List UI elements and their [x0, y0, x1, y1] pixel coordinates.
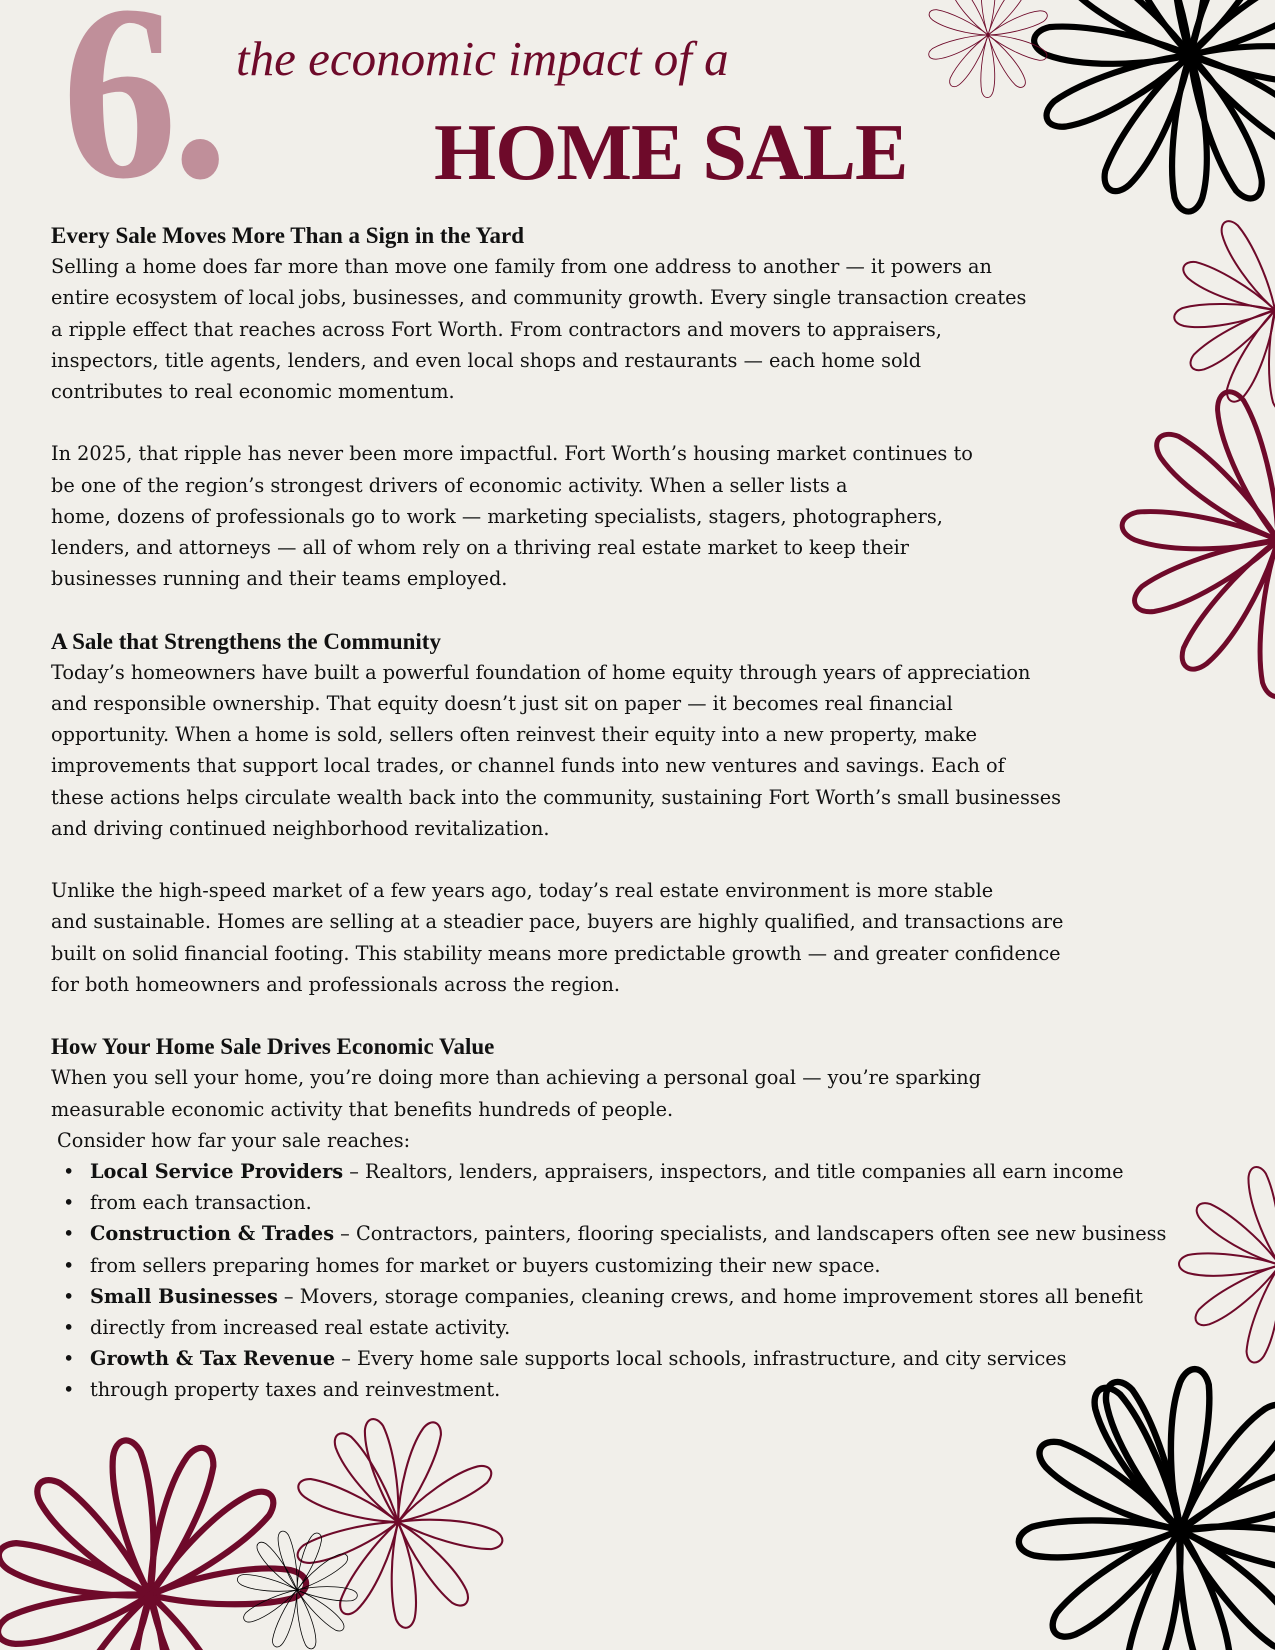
- spacer: [51, 1000, 1211, 1031]
- flower-bottom-left-burgundy: [0, 1438, 308, 1650]
- text-line: opportunity. When a home is sold, sellers often reinvest their equity into a new property, make: [51, 723, 978, 747]
- list-item-text: – Movers, storage companies, cleaning crews, and home improvement stores all benefit: [277, 1284, 1143, 1308]
- paragraph: [51, 1062, 1211, 1124]
- text-line: entire ecosystem of local jobs, businesses, and community growth. Every single transaction creates: [51, 286, 1027, 310]
- spacer: [51, 594, 1211, 625]
- text-line: for both homeowners and professionals across the region.: [51, 972, 621, 996]
- text-line: Unlike the high-speed market of a few years ago, today’s real estate environment is more stable: [51, 879, 994, 903]
- list-item-text: – Every home sale supports local schools, infrastructure, and city services: [335, 1347, 1067, 1371]
- list-item: [51, 1343, 1211, 1374]
- list-item-title: Growth & Tax Revenue: [90, 1347, 336, 1371]
- text-line: Selling a home does far more than move one family from one address to another — it powers an: [51, 255, 992, 279]
- section-heading: How Your Home Sale Drives Economic Value: [51, 1034, 495, 1060]
- list-item: [51, 1156, 1211, 1187]
- text-line: inspectors, title agents, lenders, and even local shops and restaurants — each home sold: [51, 348, 922, 372]
- list-item-text: through property taxes and reinvestment.: [90, 1378, 501, 1402]
- spacer: [51, 844, 1211, 875]
- flower-top-right-black: [1033, 0, 1275, 212]
- list-item-title: Small Businesses: [90, 1284, 278, 1308]
- list-item: [51, 1250, 1211, 1281]
- text-line: and sustainable. Homes are selling at a steadier pace, buyers are highly qualified, and transactions are: [51, 910, 1064, 934]
- text-line: a ripple effect that reaches across Fort Worth. From contractors and movers to appraisers,: [51, 317, 942, 341]
- list-item-text: directly from increased real estate activity.: [90, 1316, 511, 1340]
- list-item-text: – Realtors, lenders, appraisers, inspectors, and title companies all earn income: [343, 1160, 1124, 1184]
- paragraph: [51, 251, 1211, 407]
- list-item: [51, 1374, 1211, 1405]
- text-line: lenders, and attorneys — all of whom rely on a thriving real estate market to keep their: [51, 536, 909, 560]
- text-line: and driving continued neighborhood revitalization.: [51, 816, 550, 840]
- list-item-title: Local Service Providers: [90, 1160, 344, 1184]
- page-title: HOME SALE: [434, 109, 908, 197]
- flower-bottom-small-black: [236, 1530, 358, 1650]
- list-item-text: from each transaction.: [90, 1191, 312, 1215]
- flower-top-small-burgundy: [927, 0, 1050, 98]
- list-item: [51, 1218, 1211, 1249]
- text-line: In 2025, that ripple has never been more impactful. Fort Worth’s housing market continues to: [51, 442, 973, 466]
- paragraph: [51, 657, 1211, 844]
- flower-bottom-center-burgundy: [294, 1416, 504, 1628]
- list-item: [51, 1281, 1211, 1312]
- text-line: built on solid financial footing. This stability means more predictable growth — and greater confidence: [51, 941, 1061, 965]
- section-heading: Every Sale Moves More Than a Sign in the Yard: [51, 223, 525, 248]
- section-number: 6.: [62, 0, 224, 231]
- spacer: [51, 407, 1211, 438]
- list-item-text: – Contractors, painters, flooring specialists, and landscapers often see new business: [334, 1222, 1167, 1246]
- list-item: [51, 1187, 1211, 1218]
- text-line: measurable economic activity that benefits hundreds of people.: [51, 1097, 674, 1121]
- text-line: improvements that support local trades, or channel funds into new ventures and savings. Each of: [51, 754, 1005, 778]
- flower-bottom-right-black: [1017, 1368, 1275, 1650]
- text-line: be one of the region’s strongest drivers of economic activity. When a seller lists a: [51, 473, 848, 497]
- paragraph: [51, 875, 1211, 1000]
- page-kicker: the economic impact of a: [236, 31, 729, 86]
- paragraph: [51, 438, 1211, 594]
- section-heading: A Sale that Strengthens the Community: [51, 628, 441, 654]
- list-item-text: from sellers preparing homes for market or buyers customizing their new space.: [90, 1253, 881, 1277]
- list-item-title: Construction & Trades: [90, 1222, 335, 1246]
- list-item: [51, 1312, 1211, 1343]
- lead-in: Consider how far your sale reaches:: [57, 1128, 411, 1152]
- text-line: and responsible ownership. That equity doesn’t just sit on paper — it becomes real financial: [51, 692, 953, 716]
- article-body: [51, 220, 1211, 1406]
- text-line: businesses running and their teams employed.: [51, 567, 508, 591]
- text-line: home, dozens of professionals go to work — marketing specialists, stagers, photographers,: [51, 504, 943, 528]
- text-line: Today’s homeowners have built a powerful foundation of home equity through years of appreciation: [51, 660, 1031, 684]
- text-line: contributes to real economic momentum.: [51, 380, 455, 404]
- text-line: these actions helps circulate wealth back into the community, sustaining Fort Worth’s small businesses: [51, 785, 1062, 809]
- bullet-list: [51, 1156, 1211, 1406]
- text-line: When you sell your home, you’re doing more than achieving a personal goal — you’re sparking: [51, 1066, 981, 1090]
